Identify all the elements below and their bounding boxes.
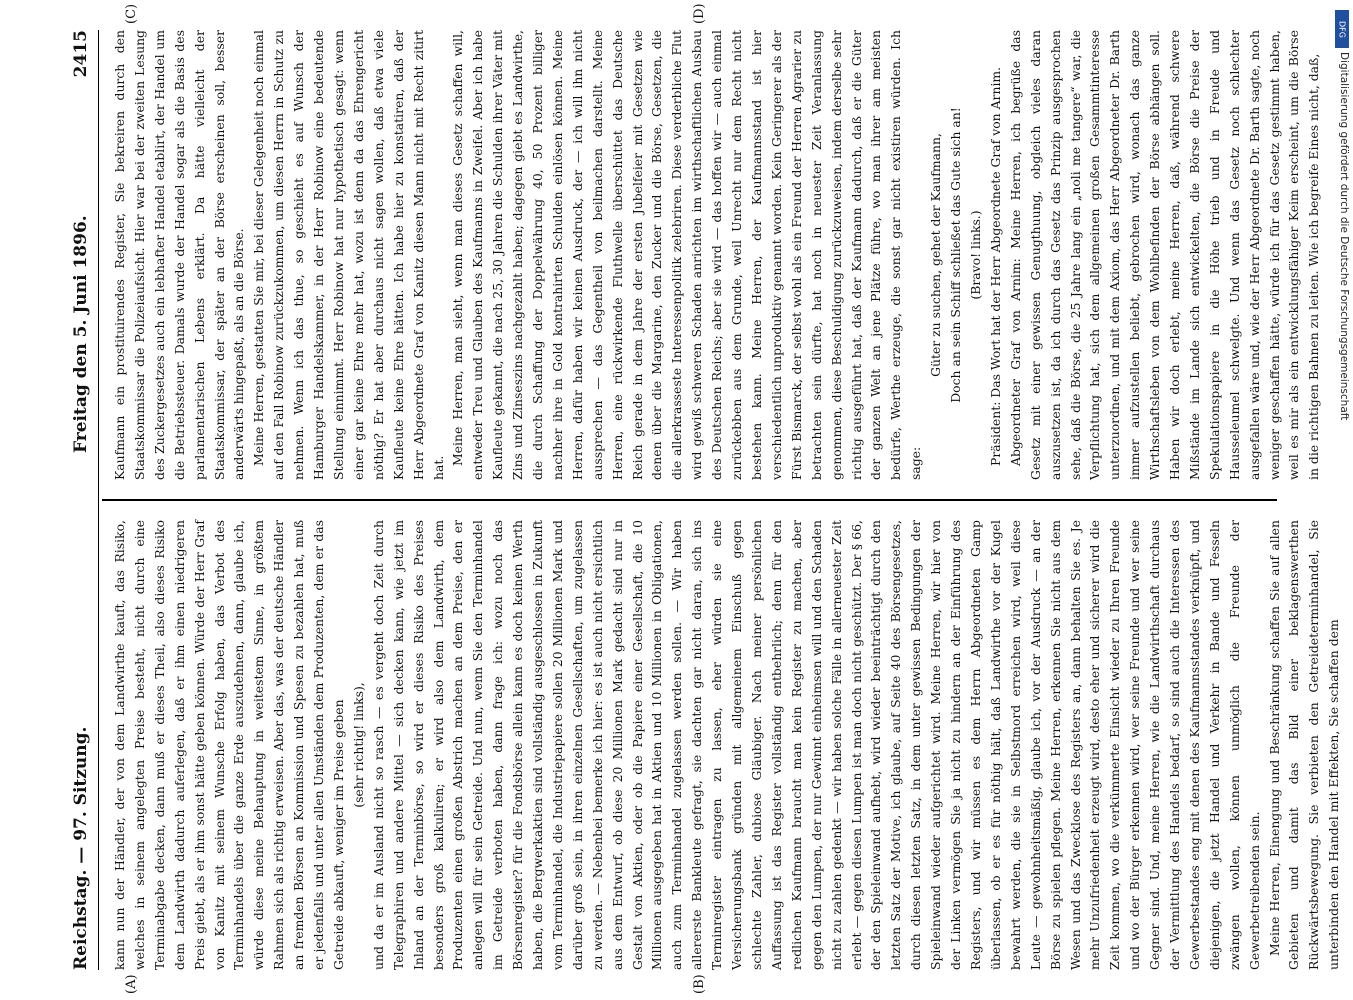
header-session: Reichstag. — 97. Sitzung.	[71, 726, 91, 970]
applause: (Bravo! links.)	[967, 210, 983, 300]
speaker-paragraph: Präsident: Das Wort hat der Herr Abgeordnete Graf von Arnim.	[987, 66, 1003, 466]
left-column	[110, 520, 1342, 970]
paragraph: Meine Herren, man sieht, wenn man dieses Gesetz schaffen will, entweder Treu und Glauben des Kaufmanns in Zweifel. Aber ich habe Kaufleute gekannt, die nach 25, 30 Jahren die Schulden ihrer Väter mit Zins und Zinseszins nachgezahlt haben; dagegen giebt es Landwirthe, die durch Schaffung der Doppelwährung 40, 50 Prozent billiger nachher ihre in Gold kontrahirten Schulden einlösen können. Meine Herren, dafür haben wir keinen Ausdruck, der — ich will ihn nicht aussprechen — das Gegentheil von beilmachen darstellt. Meine Herren, eine rückwirkende Fluthwelle überschüttet das Deutsche Reich gerade in dem Jahre der ersten Jubelfeier mit Gesetzen wie denen über die Margarine, den Zucker und die Börse, Gesetzen, die die allerkrasseste Interessenpolitik zelebriren. Diese verderbliche Flut wird gewiß schweren Schaden anrichten im wirthschaftlichen Ausbau des Deutschen Reichs; aber sie wird — das hoffen wir — auch einmal zurückebben aus dem Grunde, weil Unrecht nur dem Recht nicht bestehen kann. Meine Herren, der Kaufmannsstand ist hier verschiedentlich unproduktiv genannt worden. Kein Geringerer als der Fürst Bismarck, der selbst wohl als ein Freund der Herren Agrarier zu betrachten sein dürfte, hat noch in neuester Zeit Veranlassung genommen, diese Beschuldigung zurückzuweisen, indem derselbe sehr richtig ausgeführt hat, daß der Kaufmann dadurch, daß er die Güter der ganzen Welt an jene Plätze führe, wo man ihrer am meisten bedürfe, Werthe erzeuge, die sonst gar nicht existiren würden. Ich sage:	[450, 30, 924, 480]
interjection: (sehr richtig! links),	[350, 682, 366, 808]
verse-line: Doch an sein Schiff schließet das Gute sich an!	[948, 107, 964, 403]
column-divider	[102, 499, 1277, 501]
margin-mark-c: (C)	[124, 3, 139, 24]
margin-mark-a: (A)	[124, 974, 139, 994]
page-number: 2415	[71, 30, 91, 78]
header-date: Freitag den 5. Juni 1896.	[71, 215, 91, 453]
verse-line: Güter zu suchen, gehet der Kaufmann,	[928, 133, 944, 377]
margin-mark-d: (D)	[692, 3, 707, 24]
margin-mark-b: (B)	[692, 974, 707, 994]
paragraph: kann nun der Händler, der von dem Landwirthe kauft, das Risiko, welches in seinem angelegten Preise besteht, nicht durch eine Terminabgabe decken, dann muß er dieses Theil, also dieses Risiko dem Landwirth dadurch auferlegen, daß er ihm einen niedrigeren Preis giebt, als er ihm sonst hätte geben können. Würde der Herr Graf von Kanitz mit seinem Wunsche Erfolg haben, das Verbot des Terminhandels über die ganze Erde auszudehnen, dann, glaube ich, würde diese meine Behauptung in weitestem Sinne, in größtem Rahmen sich als richtig erweisen. Aber das, was der deutsche Händler an fremden Börsen an Kommission und Spesen zu bezahlen hat, muß er jedenfalls und unter allen Umständen dem Produzenten, dem er das Getreide abkauft, weniger im Preise geben	[112, 520, 346, 970]
paragraph: und da er im Ausland nicht so rasch — es vergeht doch Zeit durch Telegraphiren und andere Mittel — sich decken kann, wie jetzt im Inland an der Terminbörse, so wird er dieses Risiko des Preises besonders groß kalkuliren; er wird also dem Landwirth, dem Produzenten einen großen Abstrich machen an dem Preise, den er anlegen will für sein Getreide. Und nun, wenn Sie den Terminhandel im Getreide verboten haben, dann frage ich: wozu noch das Börsenregister? für die Fondsbörse allein kann es doch keinen Werth haben, die Bergwerkaktien sind vollständig ausgeschlossen in Zukunft vom Terminhandel, die Industriepapiere sollen 20 Millionen Mark und darüber groß sein, in ihren einzelnen Gesellschaften, um zugelassen zu werden. — Nebenbei bemerke ich hier: es ist auch nicht ersichtlich aus dem Entwurf, ob diese 20 Millionen Mark gedacht sind nur in Gestalt von Aktien, oder ob die Papiere einer Gesellschaft, die 10 Millionen ausgegeben hat in Aktien und 10 Millionen in Obligationen, auch zum Terminhandel zugelassen werden sollen. — Wir haben allererste Bankleute gefragt, sie dachten gar nicht daran, sich ins Terminregister eintragen zu lassen, eher würden sie eine Versicherungsbank gründen mit allgemeinem Einschuß gegen schlechte Zahler, dubiose Gläubiger. Nach meiner persönlichen Auffassung ist das Register vollständig entbehrlich; denn für den redlichen Kaufmann braucht man kein Register zu machen, aber gegen den Lumpen, der nur Gewinnt einheimsen will und den Schaden nicht zu zahlen gedenkt — wir haben solche Fälle in allerneuester Zeit erlebt — gegen diesen Lumpen ist man doch nicht geschützt. Der § 66, der den Spieleinwand aufhebt, wird wieder beeinträchtigt durch den letzten Satz der Motive, ich glaube, auf Seite 40 des Börsengesetzes, durch diesen letzten Satz, in dem unter gewissen Bedingungen der Spieleinwand wieder aufgerichtet wird. Meine Herren, wir hier von der Linken vermögen Sie ja nicht zu hindern an der Einführung des Registers, und wir müssen es dem Herrn Abgeordneten Gamp überlassen, ob er es für nöthig hält, daß Landwirthe vor der Kugel bewahrt werden, die sie in Selbstmord erreichen wird, weil diese Leute — gewohnheitsmäßig, glaube ich, vor der Ausdruck — an der Börse zu spielen pflegen. Meine Herren, erkennen Sie nicht aus dem Wesen und das Zwecklose des Registers an, dann behalten Sie es. Je mehr Unzufriedenheit erzeugt wird, desto eher und sicherer wird die Zeit kommen, wo die verkümmerte Einsicht wieder zu Ihren Freunde und wo der Bürger erkennen wird, wer seine Freunde und wer seine Gegner sind. Und, meine Herren, wie die Landwirthschaft durchaus der Vermittlung des Handels bedarf, so sind auch die Interessen des Gewerbestandes eng mit denen des Kaufmannsstandes verknüpft, und diejenigen, die jetzt Handel und Verkehr in Bande und Fesseln zwängen wollen, können unmöglich die Freunde der Gewerbetreibenden sein.	[370, 520, 1262, 970]
paragraph: Abgeordneter Graf von Arnim: Meine Herren, ich begrüße das Gesetz mit einer gewissen Genugthuung, obgleich vieles daran auszusetzen ist, da ich durch das Gesetz das Prinzip ausgesprochen sehe, daß die Börse, die 25 Jahre lang ein „noli me tangere“ war, die Verpflichtung hat, sich dem allgemeinen großen Gesammtinteresse unterzuordnen, und mit dem Axiom, das Herr Abgeordneter Dr. Barth immer aufzustellen beliebt, gebrochen wird, wonach das ganze Wirthschaftsleben von dem Wohlbefinden der Börse abhängen soll. Haben wir doch erlebt, meine Herren, daß, während schwere Mißstände im Lande sich entwickelten, die Börse die Preise der Spekulationspapiere in die Höhe trieb und in Freude und Hausseleumel schwelgte. Und wenn das Gesetz noch schlechter ausgefallen wäre und, wie der Herr Abgeordnete Dr. Barth sagte, noch weniger geschaffen hätte, würde ich für das Gesetz gestimmt haben, weil es mir als ein entwicklungsfähiger Keim erscheint, um die Börse in die richtigen Bahnen zu leiten. Wie ich begreife Eines nicht, daß,	[1007, 30, 1322, 480]
paragraph: Kaufmann ein prostituirendes Register, Sie bekreiren durch den Staatskommissar die Polizeiaufsicht. Hier war bei der zweiten Lesung des Zuckergesetzes auch ein lebhafter Handel etablirt, der Handel um die Betriebssteuer. Damals wurde der Handel sogar als die Basis des parlamentarischen Lebens erklärt. Da hätte vielleicht der Staatskommissar, der später an der Börse erscheinen soll, besser anderwärts hingepaßt, als an die Börse.	[112, 30, 247, 480]
header-right	[71, 30, 91, 453]
right-column	[110, 30, 1322, 480]
paragraph: Meine Herren, Einengung und Beschränkung schaffen Sie auf allen Gebieten und damit das Bild einer beklagenswerthen Rückwärtsbewegung. Sie verbieten den Getreideterminhandel, Sie unterbinden den Handel mit Effekten, Sie schaffen dem	[1266, 520, 1342, 970]
page-header	[64, 30, 99, 970]
dfg-logo: DFG	[1335, 10, 1349, 48]
digitization-credit: Digitalisierung gefördert durch die Deutsche Forschungsgemeinschaft	[1338, 52, 1350, 421]
paragraph: Meine Herren, gestatten Sie mir, bei dieser Gelegenheit noch einmal auf den Fall Robinow zurückzukommen, um diesen Herrn in Schutz zu nehmen. Wenn ich das thue, so geschieht es auf Wunsch der Hamburger Handelskammer, in der Herr Robinow eine bedeutende Stellung einnimmt. Herr Robinow hat nur hypothetisch gesagt: wenn einer gar keine Ehre mehr hat, wozu ist denn da das Ehrengericht nöthig? Er hat aber durchaus nicht sagen wollen, daß etwa viele Kaufleute keine Ehre hätten. Ich habe hier zu konstatiren, daß der Herr Abgeordnete Graf von Kanitz diesen Mann nicht mit Recht zitirt hat.	[251, 30, 446, 480]
